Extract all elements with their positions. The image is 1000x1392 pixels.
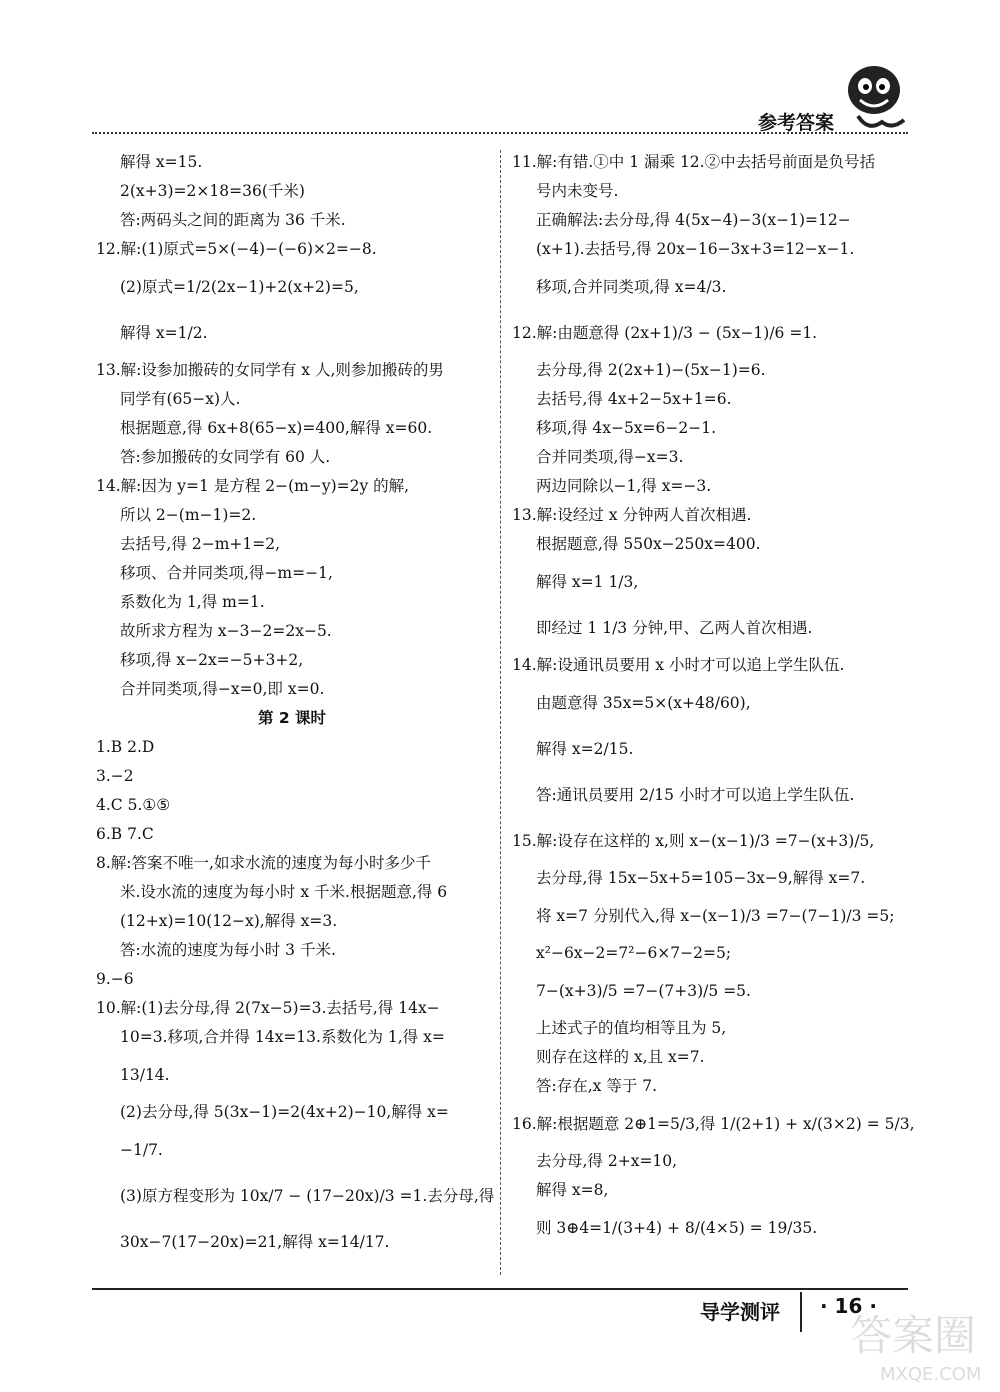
header-title: 参考答案 (758, 112, 835, 134)
right-line: 正确解法:去分母,得 4(5x−4)−3(x−1)=12− (536, 211, 851, 229)
left-line: 8.解:答案不唯一,如求水流的速度为每小时多少千 (96, 854, 431, 872)
left-line: 合并同类项,得−x=0,即 x=0. (120, 680, 325, 698)
right-line: 14.解:设通讯员要用 x 小时才可以追上学生队伍. (512, 656, 845, 674)
right-line: (x+1).去括号,得 20x−16−3x+3=12−x−1. (536, 240, 855, 258)
right-line: 去括号,得 4x+2−5x+1=6. (536, 390, 732, 408)
right-line: 移项,合并同类项,得 x=4/3. (536, 278, 727, 296)
right-line: 去分母,得 2+x=10, (536, 1152, 678, 1170)
right-line: 答:存在,x 等于 7. (536, 1077, 658, 1095)
left-line: (2)去分母,得 5(3x−1)=2(4x+2)−10,解得 x= (120, 1103, 449, 1121)
watermark-url: MXQE.COM (880, 1364, 982, 1385)
watermark-logo (840, 1300, 990, 1390)
left-line: −1/7. (120, 1141, 163, 1159)
left-line: 根据题意,得 6x+8(65−x)=400,解得 x=60. (120, 419, 433, 437)
left-line: (3)原方程变形为 10x/7 − (17−20x)/3 =1.去分母,得 (120, 1187, 495, 1205)
right-line: 16.解:根据题意 2⊕1=5/3,得 1/(2+1) + x/(3×2) = 5/3, (512, 1115, 915, 1133)
footer-title: 导学测评 (700, 1300, 780, 1324)
right-line: 去分母,得 2(2x+1)−(5x−1)=6. (536, 361, 766, 379)
left-line: 答:参加搬砖的女同学有 60 人. (120, 448, 331, 466)
right-line: 12.解:由题意得 (2x+1)/3 − (5x−1)/6 =1. (512, 324, 818, 342)
left-line: 10.解:(1)去分母,得 2(7x−5)=3.去括号,得 14x− (96, 999, 440, 1017)
left-line: 移项,得 x−2x=−5+3+2, (120, 651, 304, 669)
left-line: 解得 x=1/2. (120, 324, 208, 342)
right-line: 号内未变号. (536, 182, 619, 200)
right-line: 合并同类项,得−x=3. (536, 448, 684, 466)
left-line: 12.解:(1)原式=5×(−4)−(−6)×2=−8. (96, 240, 377, 258)
right-line: 根据题意,得 550x−250x=400. (536, 535, 761, 553)
mascot-icon (838, 60, 910, 138)
right-line: 将 x=7 分别代入,得 x−(x−1)/3 =7−(7−1)/3 =5; (536, 907, 895, 925)
left-line: 答:水流的速度为每小时 3 千米. (120, 941, 336, 959)
right-line: 解得 x=8, (536, 1181, 609, 1199)
right-line: 解得 x=1 1/3, (536, 573, 639, 591)
column-divider (500, 150, 501, 1275)
left-line: 移项、合并同类项,得−m=−1, (120, 564, 333, 582)
left-line: 30x−7(17−20x)=21,解得 x=14/17. (120, 1233, 390, 1251)
right-line: 即经过 1 1/3 分钟,甲、乙两人首次相遇. (536, 619, 813, 637)
left-line: (2)原式=1/2(2x−1)+2(x+2)=5, (120, 278, 359, 296)
left-line: 13/14. (120, 1066, 170, 1084)
right-column (512, 148, 915, 1251)
right-line: 则存在这样的 x,且 x=7. (536, 1048, 705, 1066)
left-line: 14.解:因为 y=1 是方程 2−(m−y)=2y 的解, (96, 477, 410, 495)
left-line: 1.B 2.D (96, 738, 155, 756)
right-line: 两边同除以−1,得 x=−3. (536, 477, 712, 495)
left-line: 2(x+3)=2×18=36(千米) (120, 182, 305, 200)
footer-separator (800, 1292, 802, 1332)
right-line: 去分母,得 15x−5x+5=105−3x−9,解得 x=7. (536, 869, 866, 887)
left-line: 系数化为 1,得 m=1. (120, 593, 265, 611)
footer-rule (92, 1288, 908, 1290)
right-line: 答:通讯员要用 2/15 小时才可以追上学生队伍. (536, 786, 855, 804)
left-line: 同学有(65−x)人. (120, 390, 241, 408)
left-line: 6.B 7.C (96, 825, 154, 843)
right-line: 由题意得 35x=5×(x+48/60), (536, 694, 751, 712)
right-line: x²−6x−2=7²−6×7−2=5; (536, 944, 732, 962)
left-line: 9.−6 (96, 970, 134, 988)
right-line: 则 3⊕4=1/(3+4) + 8/(4×5) = 19/35. (536, 1219, 818, 1237)
watermark-text: 答案圈 (850, 1311, 977, 1360)
right-line: 13.解:设经过 x 分钟两人首次相遇. (512, 506, 752, 524)
left-line: 米.设水流的速度为每小时 x 千米.根据题意,得 6 (120, 883, 448, 901)
left-line: 解得 x=15. (120, 153, 203, 171)
left-line: (12+x)=10(12−x),解得 x=3. (120, 912, 338, 930)
left-line: 3.−2 (96, 767, 134, 785)
left-line: 4.C 5.①⑤ (96, 796, 171, 814)
right-line: 15.解:设存在这样的 x,则 x−(x−1)/3 =7−(x+3)/5, (512, 832, 875, 850)
right-line: 移项,得 4x−5x=6−2−1. (536, 419, 717, 437)
left-line: 答:两码头之间的距离为 36 千米. (120, 211, 346, 229)
right-line: 上述式子的值均相等且为 5, (536, 1019, 727, 1037)
right-line: 解得 x=2/15. (536, 740, 634, 758)
right-line: 11.解:有错.①中 1 漏乘 12.②中去括号前面是负号括 (512, 153, 876, 171)
page-number: · 16 · (820, 1294, 877, 1318)
right-line: 7−(x+3)/5 =7−(7+3)/5 =5. (536, 982, 751, 1000)
left-column (96, 148, 495, 1265)
left-line: 13.解:设参加搬砖的女同学有 x 人,则参加搬砖的男 (96, 361, 444, 379)
left-line: 故所求方程为 x−3−2=2x−5. (120, 622, 332, 640)
left-line: 10=3.移项,合并得 14x=13.系数化为 1,得 x= (120, 1028, 445, 1046)
left-line: 第 2 课时 (257, 709, 327, 727)
left-line: 去括号,得 2−m+1=2, (120, 535, 281, 553)
left-line: 所以 2−(m−1)=2. (120, 506, 257, 524)
